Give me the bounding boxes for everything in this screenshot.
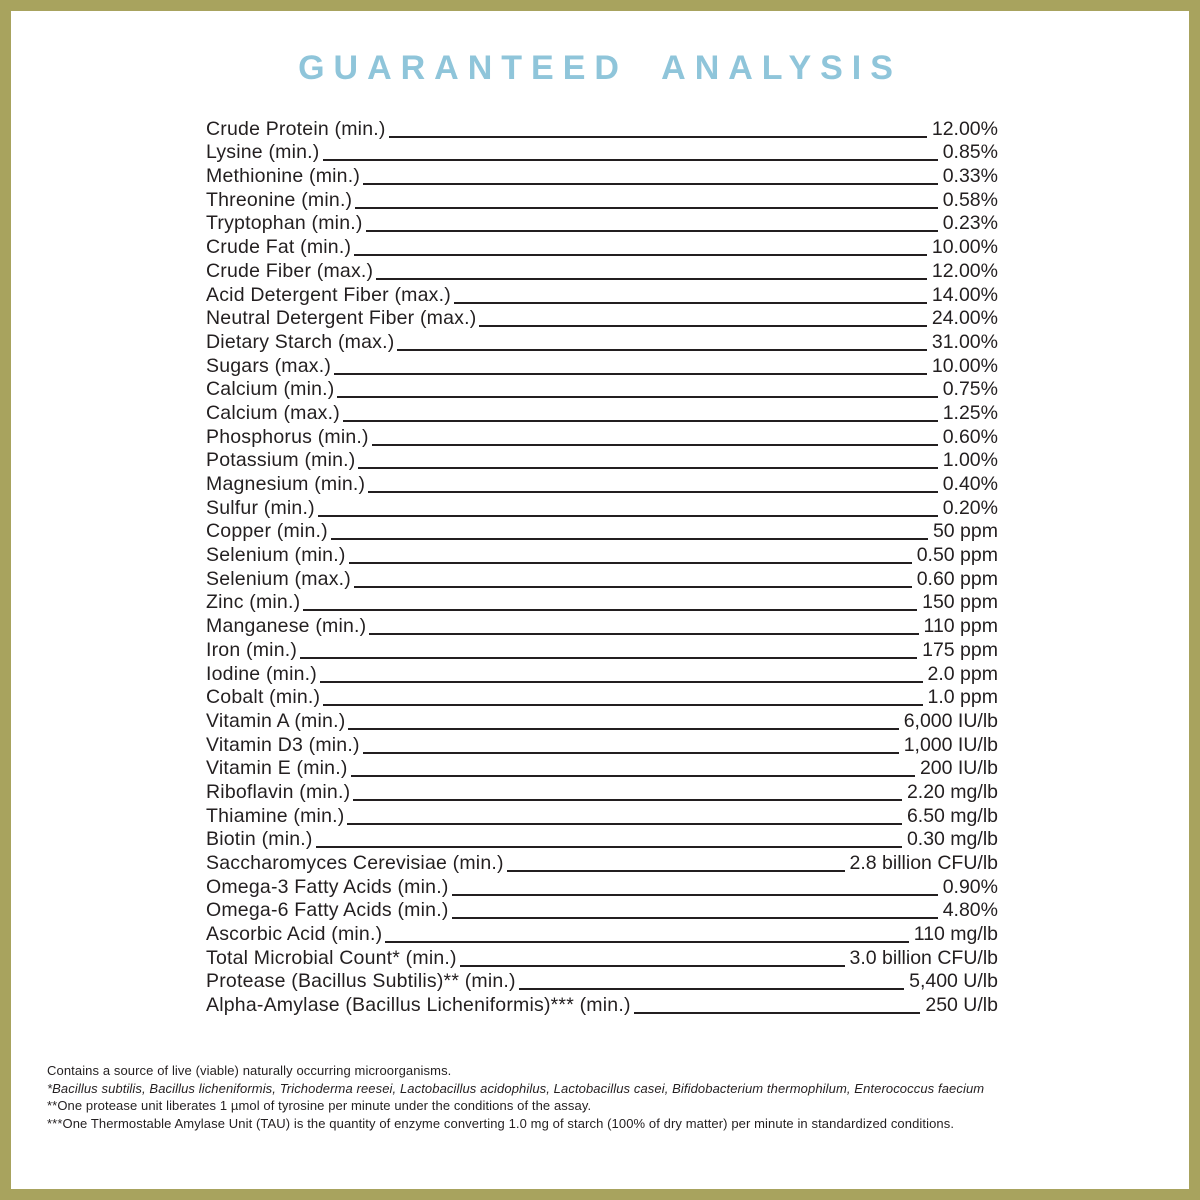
analysis-row	[206, 922, 998, 946]
analysis-row	[206, 899, 998, 923]
analysis-row	[206, 164, 998, 188]
leader-line	[355, 207, 937, 209]
nutrient-value: 12.00%	[931, 259, 998, 282]
analysis-row	[206, 970, 998, 994]
leader-line	[348, 728, 898, 730]
nutrient-value: 0.58%	[942, 188, 998, 211]
analysis-row	[206, 614, 998, 638]
analysis-row	[206, 804, 998, 828]
leader-line	[303, 609, 917, 611]
nutrient-value: 3.0 billion CFU/lb	[849, 946, 998, 969]
leader-line	[316, 846, 902, 848]
nutrient-label: Cobalt (min.)	[206, 686, 321, 709]
nutrient-value: 5,400 U/lb	[909, 970, 998, 993]
nutrient-value: 0.60%	[942, 425, 998, 448]
leader-line	[331, 538, 928, 540]
nutrient-label: Omega-6 Fatty Acids (min.)	[206, 899, 449, 922]
leader-line	[318, 515, 938, 517]
leader-line	[385, 941, 909, 943]
analysis-row	[206, 591, 998, 615]
nutrient-label: Total Microbial Count* (min.)	[206, 946, 457, 969]
analysis-table	[206, 117, 998, 1017]
nutrient-value: 50 ppm	[932, 520, 998, 543]
leader-line	[368, 491, 937, 493]
analysis-row	[206, 472, 998, 496]
leader-line	[369, 633, 918, 635]
nutrient-label: Alpha-Amylase (Bacillus Licheniformis)*** (min.)	[206, 994, 631, 1017]
footnote-line: *Bacillus subtilis, Bacillus licheniformis, Trichoderma reesei, Lactobacillus acidophilus, Lactobacillus casei, Bifidobacterium thermophilum, Enterococcus faecium	[47, 1080, 985, 1096]
nutrient-label: Crude Fat (min.)	[206, 236, 352, 259]
footnote-line: Contains a source of live (viable) naturally occurring microorganisms.	[47, 1063, 452, 1078]
leader-line	[634, 1012, 921, 1014]
nutrient-value: 110 mg/lb	[913, 923, 998, 946]
leader-line	[519, 988, 904, 990]
nutrient-value: 31.00%	[931, 330, 998, 353]
nutrient-label: Calcium (min.)	[206, 378, 335, 401]
nutrient-value: 12.00%	[931, 117, 998, 140]
nutrient-value: 10.00%	[931, 354, 998, 377]
nutrient-label: Vitamin D3 (min.)	[206, 733, 360, 756]
analysis-row	[206, 259, 998, 283]
nutrient-value: 2.0 ppm	[927, 662, 998, 685]
analysis-row	[206, 567, 998, 591]
nutrient-label: Phosphorus (min.)	[206, 425, 369, 448]
analysis-row	[206, 686, 998, 710]
nutrient-value: 0.75%	[942, 378, 998, 401]
nutrient-value: 4.80%	[942, 899, 998, 922]
nutrient-label: Omega-3 Fatty Acids (min.)	[206, 875, 449, 898]
nutrient-value: 1.0 ppm	[927, 686, 998, 709]
leader-line	[507, 870, 845, 872]
leader-line	[452, 917, 938, 919]
leader-line	[349, 562, 912, 564]
nutrient-label: Tryptophan (min.)	[206, 212, 363, 235]
leader-line	[323, 159, 938, 161]
nutrient-value: 250 U/lb	[925, 994, 998, 1017]
analysis-row	[206, 401, 998, 425]
nutrient-value: 0.40%	[942, 473, 998, 495]
nutrient-label: Saccharomyces Cerevisiae (min.)	[206, 852, 504, 874]
nutrient-value: 1.25%	[942, 401, 998, 424]
nutrient-label: Acid Detergent Fiber (max.)	[206, 283, 451, 306]
nutrient-label: Lysine (min.)	[206, 141, 320, 164]
nutrient-label: Threonine (min.)	[206, 188, 353, 211]
analysis-row	[206, 330, 998, 354]
leader-line	[320, 681, 923, 683]
analysis-row	[206, 757, 998, 781]
nutrient-label: Protease (Bacillus Subtilis)** (min.)	[206, 970, 516, 993]
nutrient-value: 10.00%	[931, 236, 998, 259]
leader-line	[452, 894, 938, 896]
nutrient-label: Dietary Starch (max.)	[206, 330, 395, 353]
nutrient-label: Ascorbic Acid (min.)	[206, 923, 383, 946]
nutrient-value: 0.60 ppm	[916, 567, 998, 590]
analysis-row	[206, 828, 998, 852]
nutrient-label: Vitamin E (min.)	[206, 757, 348, 780]
analysis-row	[206, 235, 998, 259]
nutrient-value: 0.50 ppm	[916, 544, 998, 567]
nutrient-value: 0.20%	[942, 496, 998, 519]
nutrient-label: Riboflavin (min.)	[206, 780, 351, 803]
nutrient-label: Selenium (max.)	[206, 567, 351, 590]
nutrient-value: 0.85%	[942, 141, 998, 164]
nutrient-value: 2.20 mg/lb	[906, 780, 998, 803]
nutrient-label: Iodine (min.)	[206, 662, 317, 685]
nutrient-label: Copper (min.)	[206, 520, 328, 543]
leader-line	[376, 278, 927, 280]
analysis-row	[206, 307, 998, 331]
leader-line	[397, 349, 926, 351]
leader-line	[358, 467, 937, 469]
leader-line	[363, 752, 899, 754]
footnote-line: ***One Thermostable Amylase Unit (TAU) is the quantity of enzyme converting 1.0 mg of starch (100% of dry matter) per minute in standardized conditions.	[47, 1115, 955, 1131]
leader-line	[334, 373, 927, 375]
analysis-row	[206, 543, 998, 567]
nutrient-value: 200 IU/lb	[919, 757, 998, 780]
analysis-row	[206, 449, 998, 473]
leader-line	[347, 823, 901, 825]
analysis-row	[206, 117, 998, 141]
nutrient-label: Sugars (max.)	[206, 354, 332, 377]
nutrient-value: 110 ppm	[923, 615, 998, 638]
nutrient-label: Selenium (min.)	[206, 544, 346, 567]
leader-line	[351, 775, 915, 777]
nutrient-label: Crude Fiber (max.)	[206, 259, 374, 282]
leader-line	[343, 420, 938, 422]
leader-line	[323, 704, 922, 706]
nutrient-value: 6,000 IU/lb	[903, 709, 998, 732]
nutrient-label: Methionine (min.)	[206, 165, 361, 188]
leader-line	[300, 657, 917, 659]
analysis-row	[206, 993, 998, 1017]
nutrient-value: 24.00%	[931, 307, 998, 330]
nutrient-label: Sulfur (min.)	[206, 496, 315, 519]
analysis-row	[206, 780, 998, 804]
analysis-row	[206, 283, 998, 307]
nutrient-label: Biotin (min.)	[206, 828, 313, 851]
analysis-row	[206, 520, 998, 544]
nutrient-label: Neutral Detergent Fiber (max.)	[206, 307, 477, 330]
leader-line	[353, 799, 902, 801]
nutrient-value: 2.8 billion CFU/lb	[849, 852, 998, 874]
nutrient-label: Vitamin A (min.)	[206, 709, 346, 732]
analysis-row	[206, 662, 998, 686]
nutrient-label: Potassium (min.)	[206, 449, 356, 472]
analysis-row	[206, 141, 998, 165]
footnote-line: **One protease unit liberates 1 µmol of tyrosine per minute under the conditions of the assay.	[47, 1098, 592, 1114]
nutrient-value: 175 ppm	[922, 638, 998, 661]
analysis-row	[206, 709, 998, 733]
footnotes	[47, 1062, 1177, 1132]
analysis-row	[206, 875, 998, 899]
leader-line	[366, 230, 938, 232]
analysis-row	[206, 378, 998, 402]
analysis-row	[206, 946, 998, 970]
nutrient-value: 1,000 IU/lb	[903, 733, 998, 756]
leader-line	[454, 302, 927, 304]
analysis-row	[206, 425, 998, 449]
leader-line	[363, 183, 938, 185]
nutrient-label: Thiamine (min.)	[206, 804, 345, 827]
leader-line	[460, 965, 845, 967]
leader-line	[354, 586, 912, 588]
nutrient-value: 1.00%	[942, 449, 998, 472]
nutrient-value: 6.50 mg/lb	[906, 804, 998, 827]
leader-line	[372, 444, 938, 446]
analysis-row	[206, 496, 998, 520]
analysis-row	[206, 733, 998, 757]
analysis-row	[206, 188, 998, 212]
leader-line	[479, 325, 926, 327]
analysis-row	[206, 638, 998, 662]
analysis-row	[206, 212, 998, 236]
nutrient-label: Manganese (min.)	[206, 615, 367, 638]
page-title: GUARANTEED ANALYSIS	[298, 49, 902, 87]
leader-line	[337, 396, 937, 398]
nutrient-label: Iron (min.)	[206, 638, 298, 661]
nutrient-value: 14.00%	[931, 283, 998, 306]
nutrient-label: Magnesium (min.)	[206, 473, 366, 495]
nutrient-label: Crude Protein (min.)	[206, 117, 386, 140]
nutrient-value: 0.90%	[942, 875, 998, 898]
leader-line	[389, 136, 927, 138]
nutrient-value: 0.33%	[942, 165, 998, 188]
nutrient-value: 150 ppm	[922, 591, 998, 614]
analysis-row	[206, 851, 998, 875]
nutrient-value: 0.23%	[942, 212, 998, 235]
nutrient-label: Zinc (min.)	[206, 591, 301, 614]
analysis-row	[206, 354, 998, 378]
leader-line	[354, 254, 927, 256]
nutrient-value: 0.30 mg/lb	[906, 828, 998, 851]
nutrient-label: Calcium (max.)	[206, 401, 340, 424]
